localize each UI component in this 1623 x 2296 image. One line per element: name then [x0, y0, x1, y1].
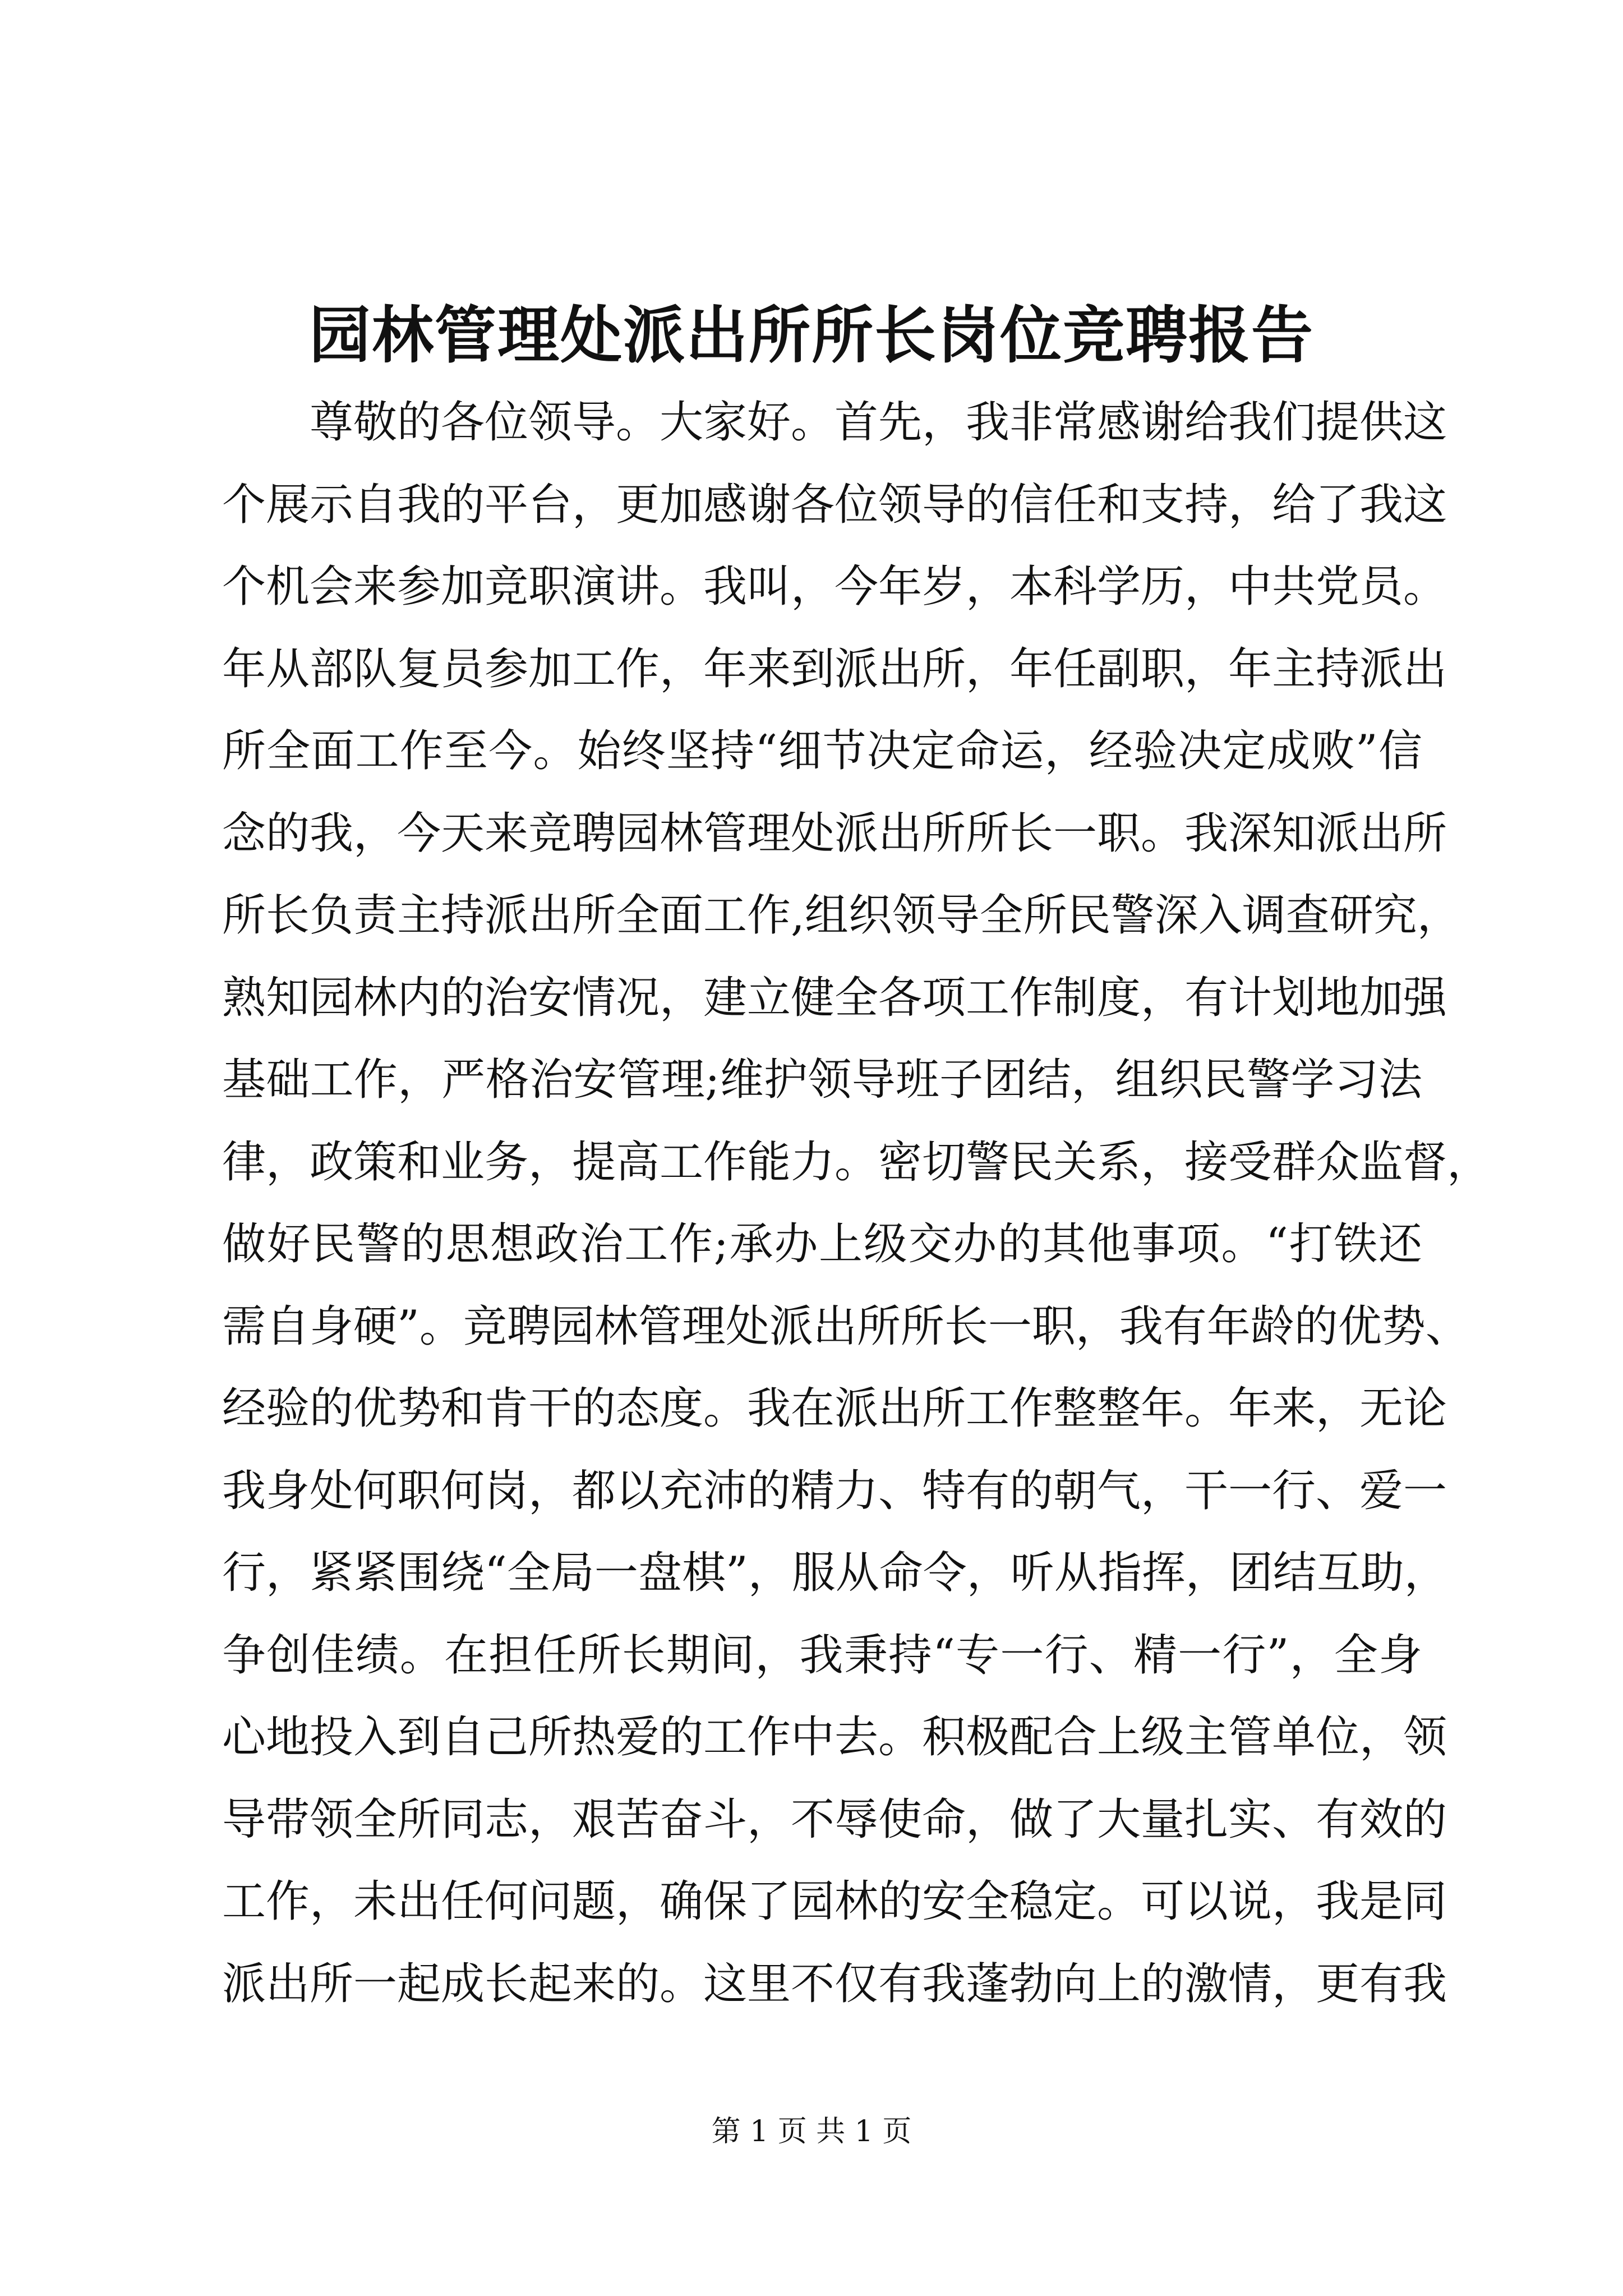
body-line: 年从部队复员参加工作，年来到派出所，年任副职，年主持派出 [222, 643, 1447, 694]
body-line: 个机会来参加竞职演讲。我叫，今年岁，本科学历，中共党员。 [222, 562, 1447, 612]
body-line: 需自身硬”。竞聘园林管理处派出所所长一职，我有年龄的优势、 [222, 1301, 1469, 1352]
document-body [222, 381, 1491, 2025]
body-line: 心地投入到自己所热爱的工作中去。积极配合上级主管单位，领 [222, 1712, 1447, 1763]
body-line: 念的我，今天来竞聘园林管理处派出所所长一职。我深知派出所 [222, 808, 1447, 859]
body-line: 个展示自我的平台，更加感谢各位领导的信任和支持，给了我这 [222, 479, 1447, 530]
body-line: 尊敬的各位领导。大家好。首先，我非常感谢给我们提供这 [310, 397, 1447, 448]
body-line: 所长负责主持派出所全面工作,组织领导全所民警深入调查研究， [222, 890, 1461, 941]
body-line: 律，政策和业务，提高工作能力。密切警民关系，接受群众监督， [222, 1137, 1491, 1188]
body-line: 基础工作，严格治安管理;维护领导班子团结，组织民警学习法 [222, 1055, 1422, 1105]
body-line: 争创佳绩。在担任所长期间，我秉持“专一行、精一行”，全身 [222, 1630, 1422, 1681]
body-line: 行，紧紧围绕“全局一盘棋”，服从命令，听从指挥，团结互助， [222, 1548, 1448, 1598]
document-title: 园林管理处派出所所长岗位竞聘报告 [309, 299, 1314, 371]
body-line: 派出所一起成长起来的。这里不仅有我蓬勃向上的激情，更有我 [222, 1958, 1447, 2009]
body-line: 工作，未出任何问题，确保了园林的安全稳定。可以说，我是同 [222, 1876, 1447, 1927]
body-line: 做好民警的思想政治工作;承办上级交办的其他事项。“打铁还 [222, 1219, 1422, 1269]
body-line: 熟知园林内的治安情况，建立健全各项工作制度，有计划地加强 [222, 972, 1447, 1023]
body-line: 经验的优势和肯干的态度。我在派出所工作整整年。年来，无论 [222, 1383, 1447, 1434]
body-line: 所全面工作至今。始终坚持“细节决定命运，经验决定成败”信 [222, 726, 1422, 776]
body-line: 我身处何职何岗，都以充沛的精力、特有的朝气，干一行、爱一 [222, 1465, 1447, 1516]
body-line: 导带领全所同志，艰苦奋斗，不辱使命，做了大量扎实、有效的 [222, 1794, 1447, 1845]
page-number-footer: 第 1 页 共 1 页 [711, 2115, 912, 2148]
